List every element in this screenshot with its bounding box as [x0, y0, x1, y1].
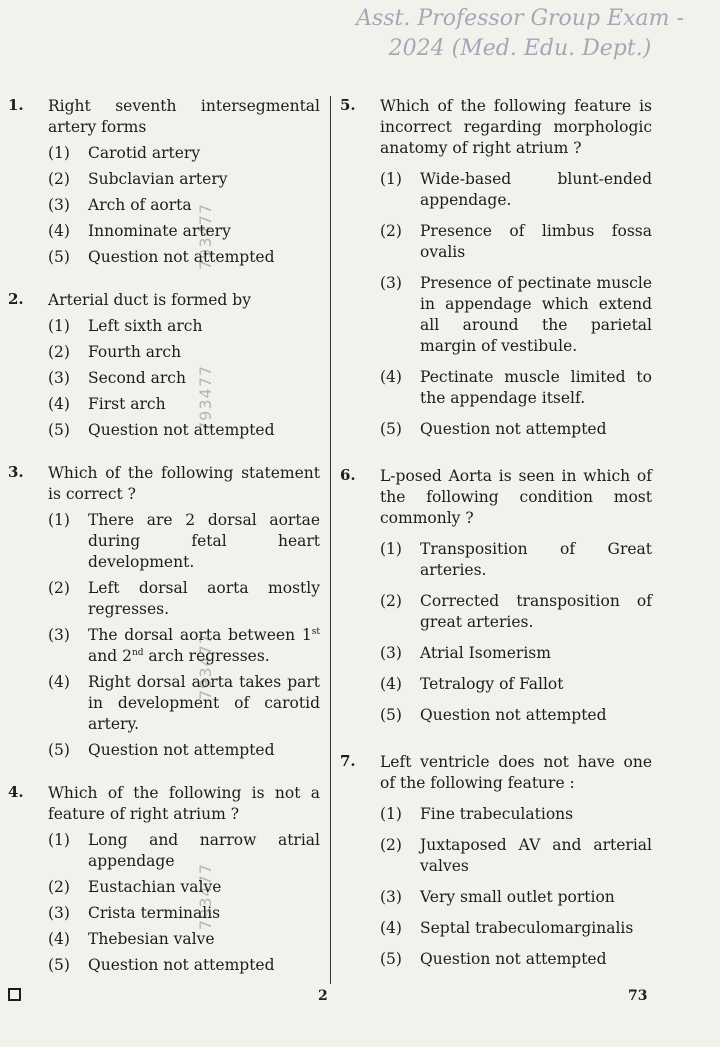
option-text: Carotid artery	[88, 144, 201, 162]
option-item[interactable]	[380, 539, 652, 581]
option-number: (4)	[48, 673, 70, 691]
option-item[interactable]	[48, 929, 320, 950]
option-item[interactable]	[48, 578, 320, 620]
option-item[interactable]	[380, 887, 652, 908]
option-item[interactable]	[380, 674, 652, 695]
option-number: (2)	[48, 579, 70, 597]
option-number: (2)	[48, 878, 70, 896]
option-number: (2)	[48, 343, 70, 361]
question-text: Which of the following is not a feature of right atrium ?	[48, 784, 320, 823]
question-number: 2.	[8, 290, 24, 308]
option-text: Fine trabeculations	[420, 805, 574, 823]
option-text: Second arch	[88, 369, 186, 387]
option-number: (5)	[380, 420, 402, 438]
option-item[interactable]	[48, 672, 320, 735]
option-item[interactable]	[48, 195, 320, 216]
option-text: Atrial Isomerism	[420, 644, 551, 662]
question-number: 3.	[8, 463, 24, 481]
option-number: (2)	[380, 836, 402, 854]
column-divider	[330, 96, 331, 984]
ordinal-suffix: nd	[131, 647, 144, 658]
option-number: (2)	[48, 170, 70, 188]
option-number: (2)	[380, 592, 402, 610]
option-text-part: and 2	[88, 647, 132, 665]
option-item[interactable]	[380, 804, 652, 825]
question-text: Arterial duct is formed by	[48, 291, 251, 309]
option-item[interactable]	[48, 625, 320, 667]
option-text: There are 2 dorsal aortae during fetal heart development.	[88, 511, 320, 571]
option-text: Pectinate muscle limited to the appendage itself.	[420, 368, 652, 407]
option-text: Tetralogy of Fallot	[420, 675, 564, 693]
question-number: 1.	[8, 96, 24, 114]
option-item[interactable]	[380, 705, 652, 726]
option-text: Eustachian valve	[88, 878, 222, 896]
option-number: (3)	[380, 888, 402, 906]
option-number: (1)	[380, 170, 402, 188]
option-number: (2)	[380, 222, 402, 240]
option-number: (4)	[48, 930, 70, 948]
option-text: Presence of pectinate muscle in appendage which extend all around the parietal margin of vestibule.	[420, 274, 652, 355]
right-column	[340, 96, 652, 988]
question-3	[8, 463, 320, 761]
option-number: (1)	[48, 144, 70, 162]
option-number: (1)	[48, 511, 70, 529]
option-number: (1)	[380, 805, 402, 823]
option-item[interactable]	[48, 903, 320, 924]
option-number: (5)	[380, 950, 402, 968]
option-text: Transposition of Great arteries.	[420, 540, 652, 579]
question-number: 5.	[340, 96, 356, 114]
option-item[interactable]	[380, 591, 652, 633]
option-number: (4)	[380, 919, 402, 937]
question-1	[8, 96, 320, 268]
option-text: Question not attempted	[88, 421, 275, 439]
option-number: (3)	[48, 369, 70, 387]
option-item[interactable]	[380, 949, 652, 970]
option-number: (5)	[48, 421, 70, 439]
option-item[interactable]	[380, 918, 652, 939]
option-text: Presence of limbus fossa ovalis	[420, 222, 652, 261]
question-6	[340, 466, 652, 726]
option-number: (3)	[380, 274, 402, 292]
option-item[interactable]	[380, 419, 652, 440]
option-number: (5)	[48, 248, 70, 266]
option-item[interactable]	[48, 169, 320, 190]
option-text: Crista terminalis	[88, 904, 221, 922]
option-text: Thebesian valve	[88, 930, 215, 948]
question-text: Which of the following statement is correct ?	[48, 464, 320, 503]
watermark-text: 793477	[196, 862, 215, 930]
option-item[interactable]	[48, 342, 320, 363]
option-item[interactable]	[380, 643, 652, 664]
option-text: Corrected transposition of great arteries.	[420, 592, 652, 631]
option-text: Long and narrow atrial appendage	[88, 831, 320, 870]
corner-square-mark	[8, 988, 21, 1001]
question-number: 7.	[340, 752, 356, 770]
question-number: 4.	[8, 783, 24, 801]
option-item[interactable]	[48, 143, 320, 164]
option-number: (5)	[48, 741, 70, 759]
option-text: Left sixth arch	[88, 317, 203, 335]
question-2	[8, 290, 320, 441]
option-text: Question not attempted	[420, 706, 607, 724]
question-text: Right seventh intersegmental artery forms	[48, 97, 320, 136]
option-item[interactable]	[380, 221, 652, 263]
option-item[interactable]	[48, 394, 320, 415]
option-text: Juxtaposed AV and arterial valves	[420, 836, 652, 875]
question-text: Left ventricle does not have one of the following feature :	[380, 753, 652, 792]
option-item[interactable]	[380, 367, 652, 409]
option-number: (1)	[48, 831, 70, 849]
option-item[interactable]	[48, 316, 320, 337]
option-number: (3)	[48, 196, 70, 214]
ordinal-suffix: st	[311, 626, 320, 637]
option-number: (3)	[380, 644, 402, 662]
option-text: Right dorsal aorta takes part in development of carotid artery.	[88, 673, 320, 733]
option-number: (1)	[380, 540, 402, 558]
question-text: Which of the following feature is incorrect regarding morphologic anatomy of right atrium ?	[380, 97, 652, 157]
paper-code: 73	[628, 988, 648, 1004]
question-7	[340, 752, 652, 970]
option-item[interactable]	[48, 247, 320, 268]
option-item[interactable]	[48, 420, 320, 441]
option-text-part: arch regresses.	[143, 647, 270, 665]
option-text: Innominate artery	[88, 222, 231, 240]
left-column	[8, 96, 320, 994]
option-text-part: The dorsal aorta between 1	[88, 626, 312, 644]
option-text: Arch of aorta	[88, 196, 192, 214]
option-text: Very small outlet portion	[420, 888, 615, 906]
option-number: (4)	[380, 675, 402, 693]
option-item[interactable]	[48, 830, 320, 872]
option-item[interactable]	[48, 510, 320, 573]
option-item[interactable]	[380, 835, 652, 877]
option-text: Question not attempted	[420, 950, 607, 968]
option-item[interactable]	[48, 221, 320, 242]
option-text: Left dorsal aorta mostly regresses.	[88, 579, 320, 618]
watermark-text: 793477	[196, 364, 215, 432]
question-5	[340, 96, 652, 440]
option-text	[88, 625, 320, 667]
option-text: Fourth arch	[88, 343, 182, 361]
option-text: First arch	[88, 395, 166, 413]
option-number: (5)	[380, 706, 402, 724]
option-item[interactable]	[48, 877, 320, 898]
option-text: Question not attempted	[88, 741, 275, 759]
option-text: Question not attempted	[88, 956, 275, 974]
option-text: Septal trabeculomarginalis	[420, 919, 634, 937]
option-text: Question not attempted	[420, 420, 607, 438]
option-item[interactable]	[380, 169, 652, 211]
option-number: (3)	[48, 626, 70, 644]
option-text: Wide-based blunt-ended appendage.	[420, 170, 652, 209]
question-number: 6.	[340, 466, 356, 484]
option-number: (4)	[380, 368, 402, 386]
option-number: (4)	[48, 222, 70, 240]
option-number: (3)	[48, 904, 70, 922]
question-4	[8, 783, 320, 976]
option-number: (5)	[48, 956, 70, 974]
watermark-text: 793477	[196, 632, 215, 700]
option-item[interactable]	[48, 740, 320, 761]
option-item[interactable]	[380, 273, 652, 357]
option-text: Question not attempted	[88, 248, 275, 266]
option-item[interactable]	[48, 955, 320, 976]
watermark-text: 793477	[196, 202, 215, 270]
option-number: (1)	[48, 317, 70, 335]
question-text: L-posed Aorta is seen in which of the following condition most commonly ?	[380, 467, 652, 527]
page-number: 2	[318, 988, 328, 1004]
option-number: (4)	[48, 395, 70, 413]
handwritten-note: Asst. Professor Group Exam - 2024 (Med. Edu. Dept.)	[356, 6, 684, 61]
option-item[interactable]	[48, 368, 320, 389]
option-text: Subclavian artery	[88, 170, 228, 188]
